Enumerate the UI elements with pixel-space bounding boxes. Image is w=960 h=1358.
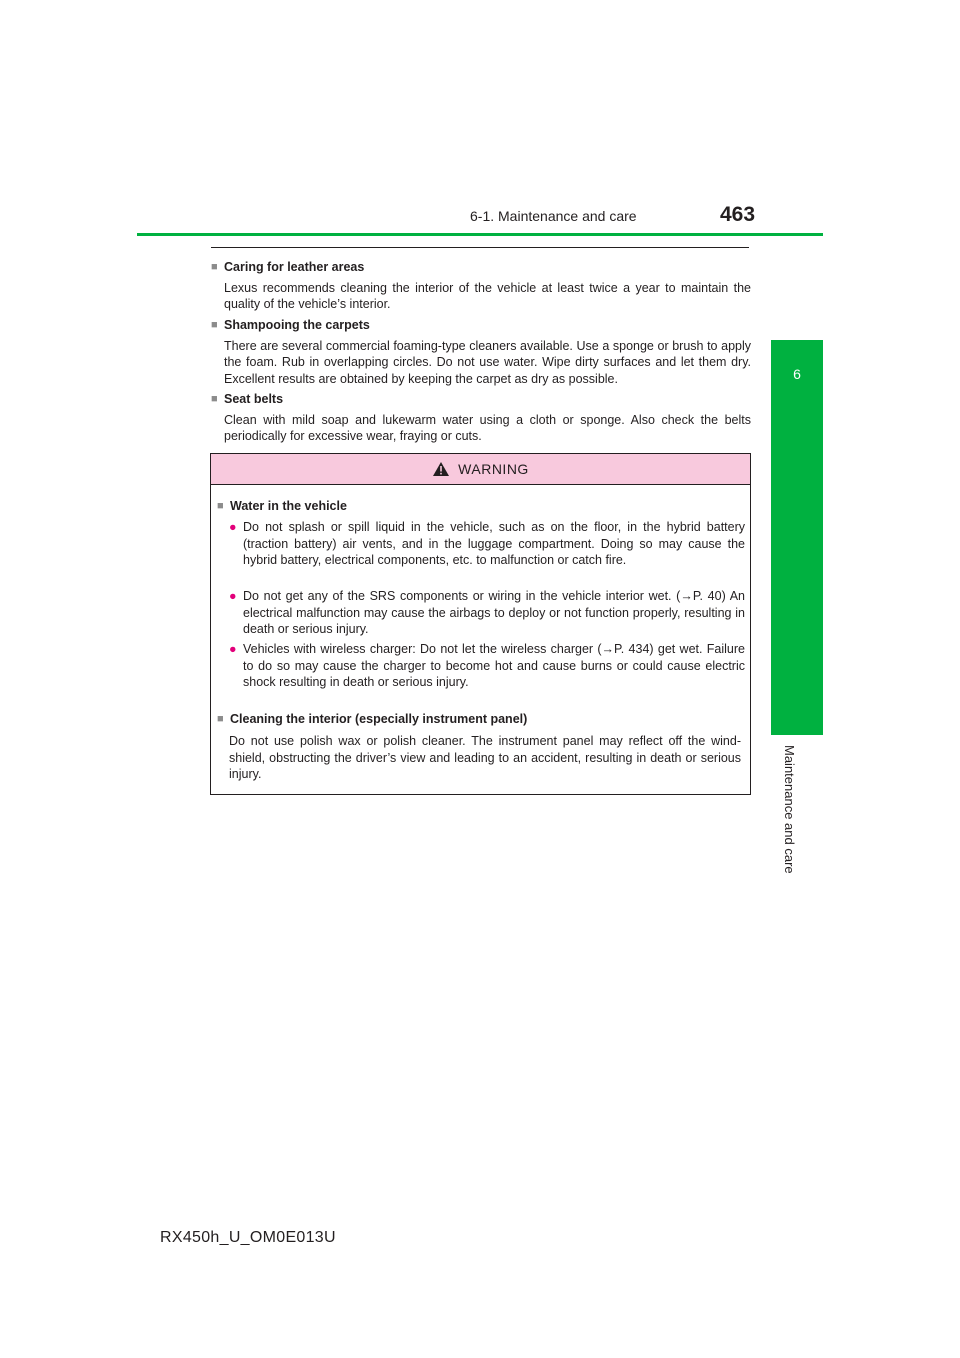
bullet-text: Vehicles with wireless charger: Do not let the wireless charger (→P. 434) get wet. Failure to do so may cause the charger to become hot and cause burns or could cause electric shock resulting in death or serious injury.: [243, 642, 745, 689]
section-leather: [211, 259, 751, 313]
header-rule: [137, 233, 823, 236]
warning-bullet: [229, 519, 745, 569]
bullet-text: Do not splash or spill liquid in the vehicle, such as on the floor, in the hybrid battery (traction battery) air vents, and in the luggage compartment. Doing so may cause the hybrid battery, electrical components, etc. to malfunction or catch fire.: [243, 520, 745, 567]
warning-subsection-cleaning: [217, 711, 745, 728]
warning-subtitle: Water in the vehicle: [230, 499, 347, 513]
section-body: There are several commercial foaming-type cleaners available. Use a sponge or brush to apply the foam. Rub in overlapping circles. Do not use water. Wipe dirty surfaces and let them dry. Excellent results are obtained by keeping the carpet as dry as possible.: [224, 338, 751, 386]
warning-header: [211, 454, 750, 485]
warning-label: WARNING: [458, 461, 529, 477]
chapter-tab: [771, 340, 823, 735]
chapter-number: 6: [793, 366, 801, 382]
section-title: Caring for leather areas: [224, 260, 365, 274]
warning-cleaning-body: Do not use polish wax or polish cleaner. The instrument panel may reflect off the wind-shield, obstructing the driver’s view and leading to an accident, resulting in death or serious injury.: [229, 734, 741, 781]
warning-box: [210, 453, 751, 795]
bullet-dot-icon: ●: [229, 520, 237, 534]
square-bullet-icon: ■: [211, 393, 218, 405]
section-body: Clean with mild soap and lukewarm water using a cloth or sponge. Also check the belts periodically for excessive wear, fraying or cuts.: [224, 412, 751, 443]
header-title: 6-1. Maintenance and care: [470, 208, 637, 224]
square-bullet-icon: ■: [211, 319, 218, 331]
square-bullet-icon: ■: [211, 261, 218, 273]
chapter-label-text: Maintenance and care: [782, 745, 797, 874]
footer-model-code: RX450h_U_OM0E013U: [160, 1229, 336, 1246]
section-carpets: [211, 317, 751, 387]
warning-bullet: [229, 588, 745, 638]
content-top-rule: [211, 247, 749, 248]
bullet-dot-icon: ●: [229, 589, 237, 603]
square-bullet-icon: ■: [217, 713, 224, 725]
bullet-dot-icon: ●: [229, 642, 237, 656]
warning-subtitle: Cleaning the interior (especially instrument panel): [230, 712, 528, 726]
section-seat-belts: [211, 391, 751, 445]
bullet-text: Do not get any of the SRS components or wiring in the vehicle interior wet. (→P. 40) An electrical malfunction may cause the airbags to deploy or not function properly, resulting in death or serious injury.: [243, 589, 745, 636]
page-number: 463: [720, 203, 756, 226]
warning-subsection-water: [217, 498, 745, 515]
square-bullet-icon: ■: [217, 500, 224, 512]
section-title: Shampooing the carpets: [224, 318, 370, 332]
section-title: Seat belts: [224, 392, 284, 406]
warning-bullet: [229, 641, 745, 691]
section-body: Lexus recommends cleaning the interior of the vehicle at least twice a year to maintain the quality of the vehicle’s interior.: [224, 280, 751, 311]
warning-triangle-icon: [432, 461, 450, 477]
chapter-label: [782, 745, 802, 895]
